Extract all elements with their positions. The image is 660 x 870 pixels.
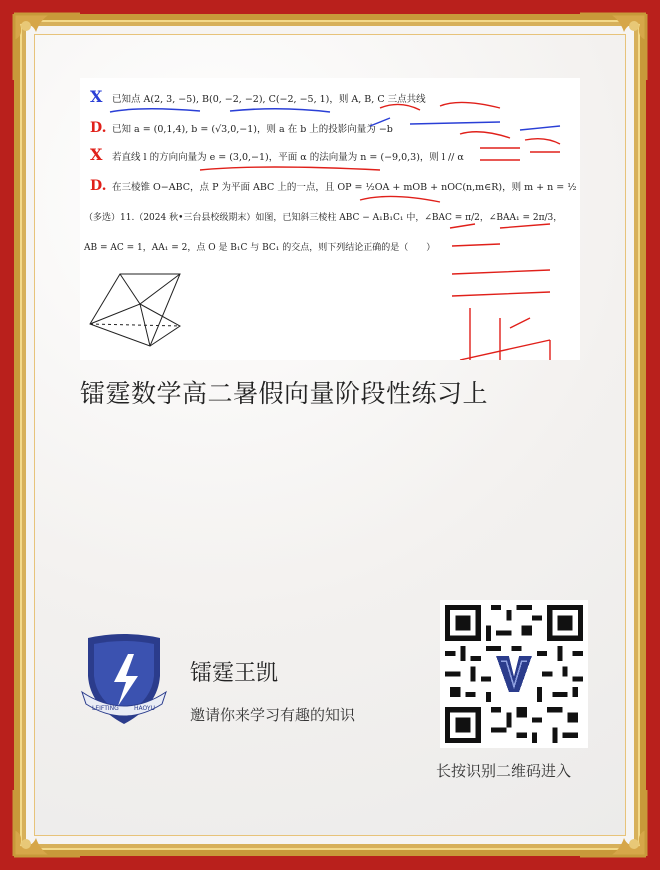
worksheet-mark-d-icon: D. xyxy=(90,120,107,136)
logo-text: HAOYU xyxy=(134,705,155,712)
corner-ornament-icon xyxy=(10,780,90,860)
qr-caption: 长按识别二维码进入 xyxy=(436,762,572,780)
worksheet-line: （多选）11.（2024 秋•三台县校级期末）如图，已知斜三棱柱 ABC − A₁B₁C₁ 中，∠BAC = π/2，∠BAA₁ = 2π/3， xyxy=(84,213,563,223)
brand-tagline: 邀请你来学习有趣的知识 xyxy=(190,706,356,724)
worksheet-line: 在三棱锥 O−ABC，点 P 为平面 ABC 上的一点，且 OP = ½OA + mOB + nOC(n,m∈R)，则 m + n = ½ xyxy=(112,182,577,193)
worksheet-mark-d-icon: D. xyxy=(90,178,107,194)
worksheet-thumbnail[interactable] xyxy=(80,78,580,360)
worksheet-line: 已知 a = (0,1,4), b = (√3,0,−1)，则 a 在 b 上的投影向量为 −b xyxy=(112,124,393,135)
worksheet-line: 若直线 l 的方向向量为 e = (3,0,−1)，平面 α 的法向量为 n = (−9,0,3)，则 l // α xyxy=(112,152,464,163)
corner-ornament-icon xyxy=(570,10,650,90)
page-title: 镭霆数学高二暑假向量阶段性练习上 xyxy=(80,379,489,408)
brand-logo-icon xyxy=(78,630,170,730)
worksheet-mark-x-icon: X xyxy=(90,145,103,164)
brand-name: 镭霆王凯 xyxy=(190,661,279,686)
worksheet-mark-x-icon: X xyxy=(90,87,103,106)
logo-text: LEIFTING xyxy=(92,705,119,712)
corner-ornament-icon xyxy=(10,10,90,90)
corner-ornament-icon xyxy=(570,780,650,860)
qr-code-icon[interactable] xyxy=(440,600,588,748)
worksheet-line: AB = AC = 1，AA₁ = 2，点 O 是 B₁C 与 BC₁ 的交点，则下列结论正确的是（ ） xyxy=(84,243,436,253)
worksheet-line: 已知点 A(2, 3, −5), B(0, −2, −2), C(−2, −5, 1)，则 A, B, C 三点共线 xyxy=(112,94,426,105)
